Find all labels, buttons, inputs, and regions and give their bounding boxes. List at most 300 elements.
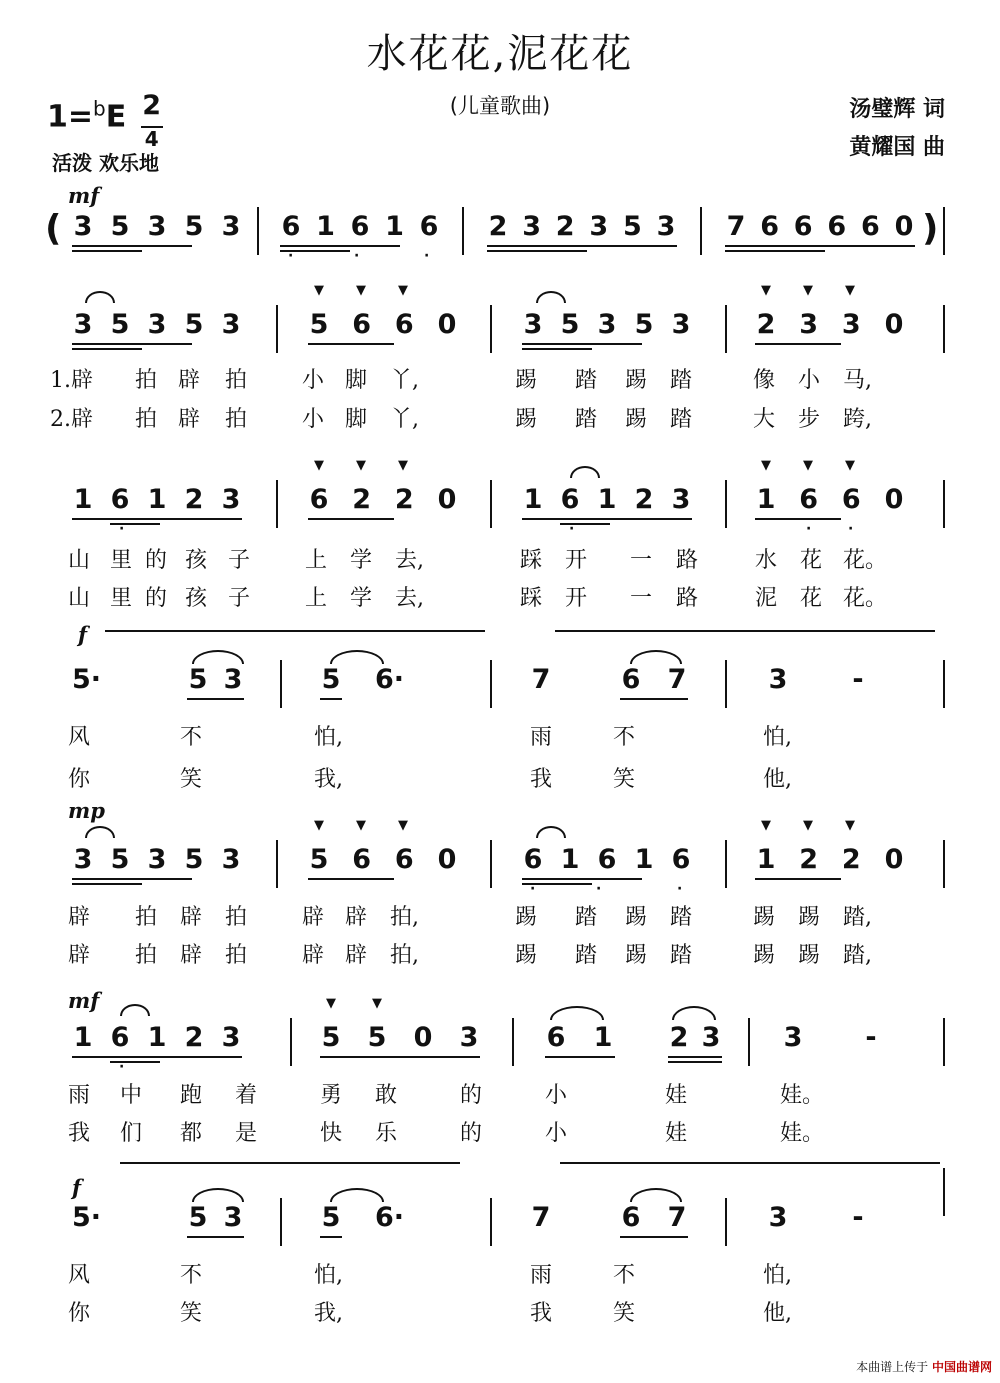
note: 6: [799, 484, 819, 515]
crescendo-line: [105, 630, 485, 632]
staccato-mark: ▼: [761, 818, 771, 833]
lyric: 辟: [68, 943, 91, 968]
note: 5: [622, 211, 642, 242]
staccato-mark: ▼: [398, 818, 408, 833]
fermata: [570, 466, 600, 478]
lyric: 你: [68, 1301, 91, 1326]
lyric: 踢: [798, 943, 821, 968]
measure: [72, 1018, 242, 1078]
lyric: 我,: [314, 1301, 343, 1326]
note: 0: [884, 484, 904, 515]
note: 3: [73, 309, 93, 340]
measure: [308, 840, 458, 900]
barline: [943, 480, 945, 528]
dynamic-f: f: [72, 1175, 82, 1200]
beam: [320, 1236, 342, 1238]
lyric: 跑: [180, 1083, 203, 1108]
low-octave-dot: ·: [119, 521, 125, 537]
note: 1: [385, 211, 404, 242]
lyric: 们: [120, 1121, 143, 1146]
low-octave-dot: ·: [596, 881, 602, 897]
lyric: 雨: [68, 1083, 91, 1108]
lyric: 踏: [575, 905, 598, 930]
note: 6: [352, 309, 372, 340]
barline: [943, 840, 945, 888]
barline: [512, 1018, 514, 1066]
barline: [276, 305, 278, 353]
lyric: 水: [755, 548, 778, 573]
note: 5: [309, 309, 329, 340]
slur: [192, 650, 244, 664]
note: 5·: [72, 1202, 102, 1233]
lyric: 踢: [625, 943, 648, 968]
note: 1: [73, 1022, 93, 1053]
low-octave-dot: ·: [530, 881, 536, 897]
lyric: 辟: [180, 905, 203, 930]
note: 3: [589, 211, 609, 242]
note: 6: [621, 1202, 641, 1233]
measure: [522, 305, 692, 365]
lyric: 踢: [625, 407, 648, 432]
lyric: 都: [180, 1121, 203, 1146]
beam: [522, 878, 642, 880]
note: 3: [221, 211, 241, 242]
note: 5: [184, 309, 204, 340]
lyrics-row-2-verse-2: [0, 402, 1000, 432]
staff-row-4: [0, 660, 1000, 720]
slur: [550, 1006, 604, 1020]
note: 5: [321, 1202, 341, 1233]
note: 5: [188, 664, 208, 695]
note: 2: [352, 484, 372, 515]
barline: [725, 660, 727, 708]
lyric: 学: [350, 586, 373, 611]
fermata: [85, 826, 115, 838]
key-signature: [47, 86, 163, 150]
lyric: 一: [630, 548, 653, 573]
note: 7: [531, 1202, 551, 1233]
lyric: 不: [180, 725, 203, 750]
note: 6: [597, 844, 617, 875]
barline: [748, 1018, 750, 1066]
lyric: 拍: [225, 943, 248, 968]
low-octave-dot: ·: [354, 248, 360, 264]
note: 5: [309, 844, 329, 875]
fermata: [536, 826, 566, 838]
barline: [943, 1018, 945, 1066]
lyric: 学: [350, 548, 373, 573]
staccato-mark: ▼: [845, 818, 855, 833]
key-note: E: [105, 99, 127, 135]
lyric: 大: [753, 407, 776, 432]
note: 6: [394, 844, 414, 875]
lyric: 踏: [670, 407, 693, 432]
lyric: 丫,: [390, 407, 419, 432]
note: 3: [768, 664, 788, 695]
barline: [490, 480, 492, 528]
staccato-mark: ▼: [845, 283, 855, 298]
barline: [276, 480, 278, 528]
lyric: 脚: [345, 368, 368, 393]
lyric: 是: [235, 1121, 258, 1146]
note: 6: [419, 211, 439, 242]
measure: [522, 840, 692, 900]
note: 6: [110, 1022, 130, 1053]
note: 1: [756, 844, 776, 875]
lyric: 拍: [135, 905, 158, 930]
beam: [725, 250, 825, 252]
lyric: 步: [798, 407, 821, 432]
lyric: 去,: [395, 548, 424, 573]
beam: [72, 518, 242, 520]
lyrics-row-6-verse-2: [0, 1116, 1000, 1146]
beam: [668, 1056, 722, 1058]
note: 6: [621, 664, 641, 695]
lyric: 踏: [670, 368, 693, 393]
measure: [72, 480, 242, 540]
note: 1: [147, 484, 167, 515]
note: 7: [667, 1202, 687, 1233]
note: 6: [309, 484, 329, 515]
measure: [72, 840, 242, 900]
lyric: 的: [460, 1083, 483, 1108]
staccato-mark: ▼: [398, 458, 408, 473]
barline: [943, 660, 945, 708]
staccato-mark: ▼: [314, 458, 324, 473]
lyric: 开: [565, 586, 588, 611]
lyricist-credit: 汤璧辉 词: [849, 97, 945, 122]
beam: [110, 1061, 160, 1063]
note: 3: [701, 1022, 721, 1053]
lyric: 不: [613, 725, 636, 750]
note: 6: [546, 1022, 566, 1053]
beam: [560, 523, 610, 525]
staccato-mark: ▼: [803, 458, 813, 473]
lyric: 跨,: [843, 407, 872, 432]
note: 1: [593, 1022, 613, 1053]
lyric: 小: [798, 368, 821, 393]
lyric: 辟: [178, 407, 201, 432]
lyric: 2.辟: [50, 407, 93, 432]
note: 3: [841, 309, 861, 340]
barline: [276, 840, 278, 888]
note: 0: [437, 844, 457, 875]
note: 6·: [375, 1202, 405, 1233]
beam: [487, 250, 587, 252]
note: 5: [367, 1022, 387, 1053]
staccato-mark: ▼: [803, 283, 813, 298]
barline: [943, 1168, 945, 1216]
note: 6: [793, 211, 813, 242]
slur: [330, 1188, 384, 1202]
note: 5: [184, 211, 204, 242]
note: 2: [799, 844, 819, 875]
lyric: 拍: [135, 943, 158, 968]
note: 3: [147, 309, 167, 340]
note: 1: [316, 211, 335, 242]
low-octave-dot: ·: [806, 521, 812, 537]
lyric: 拍: [135, 407, 158, 432]
beam: [72, 883, 142, 885]
beam: [755, 343, 841, 345]
staccato-mark: ▼: [761, 458, 771, 473]
lyric: 去,: [395, 586, 424, 611]
lyric: 笑: [180, 1301, 203, 1326]
beam: [72, 245, 192, 247]
measure: [755, 305, 905, 365]
lyric: 孩: [185, 586, 208, 611]
lyric: 里: [110, 586, 133, 611]
measure: [308, 305, 458, 365]
note: 5: [110, 844, 130, 875]
note: 3: [656, 211, 676, 242]
low-octave-dot: ·: [848, 521, 854, 537]
intro-measure-1: [72, 207, 242, 267]
lyric: 雨: [530, 725, 553, 750]
crescendo-line: [555, 630, 935, 632]
beam: [545, 1056, 615, 1058]
note: 0: [884, 844, 904, 875]
lyric: 怕,: [763, 725, 792, 750]
lyric: 踢: [753, 943, 776, 968]
beam: [187, 698, 244, 700]
note: 5: [184, 844, 204, 875]
staccato-mark: ▼: [761, 283, 771, 298]
staff-row-5: [0, 818, 1000, 900]
note: 3: [768, 1202, 788, 1233]
lyric: 拍: [225, 407, 248, 432]
staccato-mark: ▼: [845, 458, 855, 473]
beam: [620, 1236, 688, 1238]
note: 0: [437, 484, 457, 515]
fermata: [85, 291, 115, 303]
lyric: 踢: [515, 943, 538, 968]
lyric: 孩: [185, 548, 208, 573]
note: 2: [488, 211, 508, 242]
beam: [187, 1236, 244, 1238]
lyric: 我: [68, 1121, 91, 1146]
beam: [725, 245, 915, 247]
barline: [257, 207, 259, 255]
note: 3: [523, 309, 543, 340]
lyric: 路: [676, 586, 699, 611]
lyric: 子: [228, 586, 251, 611]
staccato-mark: ▼: [372, 996, 382, 1011]
lyric: 马,: [843, 368, 872, 393]
staff-row-2: [0, 283, 1000, 365]
dynamic-mf: mf: [68, 183, 100, 208]
low-octave-dot: ·: [119, 1059, 125, 1075]
lyric: 花。: [843, 548, 888, 573]
lyric: 上: [305, 548, 328, 573]
dynamic-f: f: [78, 622, 88, 647]
lyric: 雨: [530, 1263, 553, 1288]
intro-staff: [0, 207, 1000, 267]
beam: [755, 878, 841, 880]
measure: [308, 480, 458, 540]
note: 5: [110, 211, 130, 242]
note: 5: [321, 664, 341, 695]
lyrics-row-4-verse-1: [0, 720, 1000, 750]
lyric: 小: [302, 407, 325, 432]
slur: [192, 1188, 244, 1202]
lyrics-row-3-verse-1: [0, 543, 1000, 573]
fermata: [120, 1004, 150, 1016]
lyric: 我: [530, 767, 553, 792]
note: 3: [147, 844, 167, 875]
barline: [490, 660, 492, 708]
lyric: 踏: [575, 407, 598, 432]
lyric: 拍,: [390, 943, 419, 968]
lyric: 辟: [180, 943, 203, 968]
footer: [856, 1358, 992, 1375]
note: 6: [841, 484, 861, 515]
beam: [72, 348, 142, 350]
note: 6: [560, 484, 580, 515]
beam: [487, 245, 677, 247]
barline: [725, 480, 727, 528]
lyric: 的: [460, 1121, 483, 1146]
beam: [72, 878, 192, 880]
crescendo-line: [120, 1162, 460, 1164]
key-flat: b: [93, 96, 106, 121]
note: 2: [555, 211, 575, 242]
slur: [630, 650, 682, 664]
lyric: 快: [320, 1121, 343, 1146]
note: 6: [394, 309, 414, 340]
note: 3: [671, 309, 691, 340]
lyric: 一: [630, 586, 653, 611]
note: 6: [860, 211, 880, 242]
close-paren: ): [922, 208, 939, 249]
lyric: 的: [145, 548, 168, 573]
tempo-marking: 活泼 欢乐地: [52, 151, 159, 175]
note: 3: [221, 484, 241, 515]
lyric: 子: [228, 548, 251, 573]
barline: [725, 305, 727, 353]
beam: [522, 343, 642, 345]
barline: [725, 840, 727, 888]
lyric: 花: [800, 548, 823, 573]
lyric: 中: [120, 1083, 143, 1108]
low-octave-dot: ·: [569, 521, 575, 537]
lyric: 拍,: [390, 905, 419, 930]
slur: [630, 1188, 682, 1202]
lyric: 丫,: [390, 368, 419, 393]
note: 2: [634, 484, 654, 515]
note: 0: [413, 1022, 433, 1053]
lyric: 踢: [515, 407, 538, 432]
lyric: 辟: [302, 943, 325, 968]
lyric: 怕,: [314, 1263, 343, 1288]
lyric: 踏: [575, 368, 598, 393]
lyric: 你: [68, 767, 91, 792]
measure: [755, 480, 905, 540]
staccato-mark: ▼: [803, 818, 813, 833]
note: 3: [522, 211, 541, 242]
slur: [672, 1006, 716, 1020]
lyric: 山: [68, 586, 91, 611]
composer-credit: 黄耀国 曲: [849, 135, 945, 160]
open-paren: (: [45, 208, 62, 249]
barline: [490, 840, 492, 888]
measure: [755, 840, 905, 900]
note: 6: [350, 211, 370, 242]
lyric: 他,: [763, 1301, 792, 1326]
note: 3: [597, 309, 617, 340]
lyric: 拍: [225, 905, 248, 930]
lyric: 辟: [345, 943, 368, 968]
lyric: 小: [545, 1083, 568, 1108]
song-subtitle: (儿童歌曲): [449, 94, 551, 118]
lyric: 小: [545, 1121, 568, 1146]
beam: [110, 523, 160, 525]
lyric: 辟: [68, 905, 91, 930]
note: 5: [188, 1202, 208, 1233]
note: 6: [827, 211, 847, 242]
lyric: 踢: [753, 905, 776, 930]
measure: [522, 480, 692, 540]
note: -: [865, 1022, 877, 1053]
lyrics-row-5-verse-2: [0, 938, 1000, 968]
note: 7: [531, 664, 551, 695]
lyric: 娃: [665, 1121, 688, 1146]
note: 3: [223, 664, 243, 695]
staccato-mark: ▼: [314, 818, 324, 833]
lyric: 怕,: [314, 725, 343, 750]
note: 3: [223, 1202, 243, 1233]
note: -: [852, 664, 864, 695]
lyric: 踢: [625, 905, 648, 930]
note: 6: [281, 211, 301, 242]
note: 3: [221, 844, 241, 875]
lyric: 他,: [763, 767, 792, 792]
note: 2: [184, 484, 204, 515]
low-octave-dot: ·: [677, 881, 683, 897]
lyric: 辟: [345, 905, 368, 930]
site-logo[interactable]: 中国曲谱网: [931, 1360, 992, 1374]
intro-measure-3: [487, 207, 677, 267]
note: 3: [73, 844, 93, 875]
barline: [280, 1198, 282, 1246]
time-denominator: 4: [144, 127, 159, 151]
note: 3: [671, 484, 691, 515]
note: 5: [560, 309, 580, 340]
staccato-mark: ▼: [356, 283, 366, 298]
lyric: 笑: [613, 1301, 636, 1326]
beam: [308, 518, 394, 520]
lyrics-row-6-verse-1: [0, 1078, 1000, 1108]
key-prefix: 1=: [47, 99, 94, 135]
note: 0: [437, 309, 457, 340]
staff-row-3: [0, 458, 1000, 540]
barline: [943, 207, 945, 255]
note: 3: [799, 309, 819, 340]
note: 2: [841, 844, 861, 875]
lyric: 笑: [180, 767, 203, 792]
lyrics-row-7-verse-2: [0, 1296, 1000, 1326]
lyric: 辟: [302, 905, 325, 930]
intro-measure-2: [280, 207, 440, 267]
time-numerator: 2: [141, 86, 163, 128]
beam: [308, 343, 394, 345]
lyric: 踏: [575, 943, 598, 968]
lyric: 1.辟: [50, 368, 93, 393]
note: 5: [110, 309, 130, 340]
note: 2: [756, 309, 776, 340]
lyric: 路: [676, 548, 699, 573]
beam: [522, 348, 592, 350]
